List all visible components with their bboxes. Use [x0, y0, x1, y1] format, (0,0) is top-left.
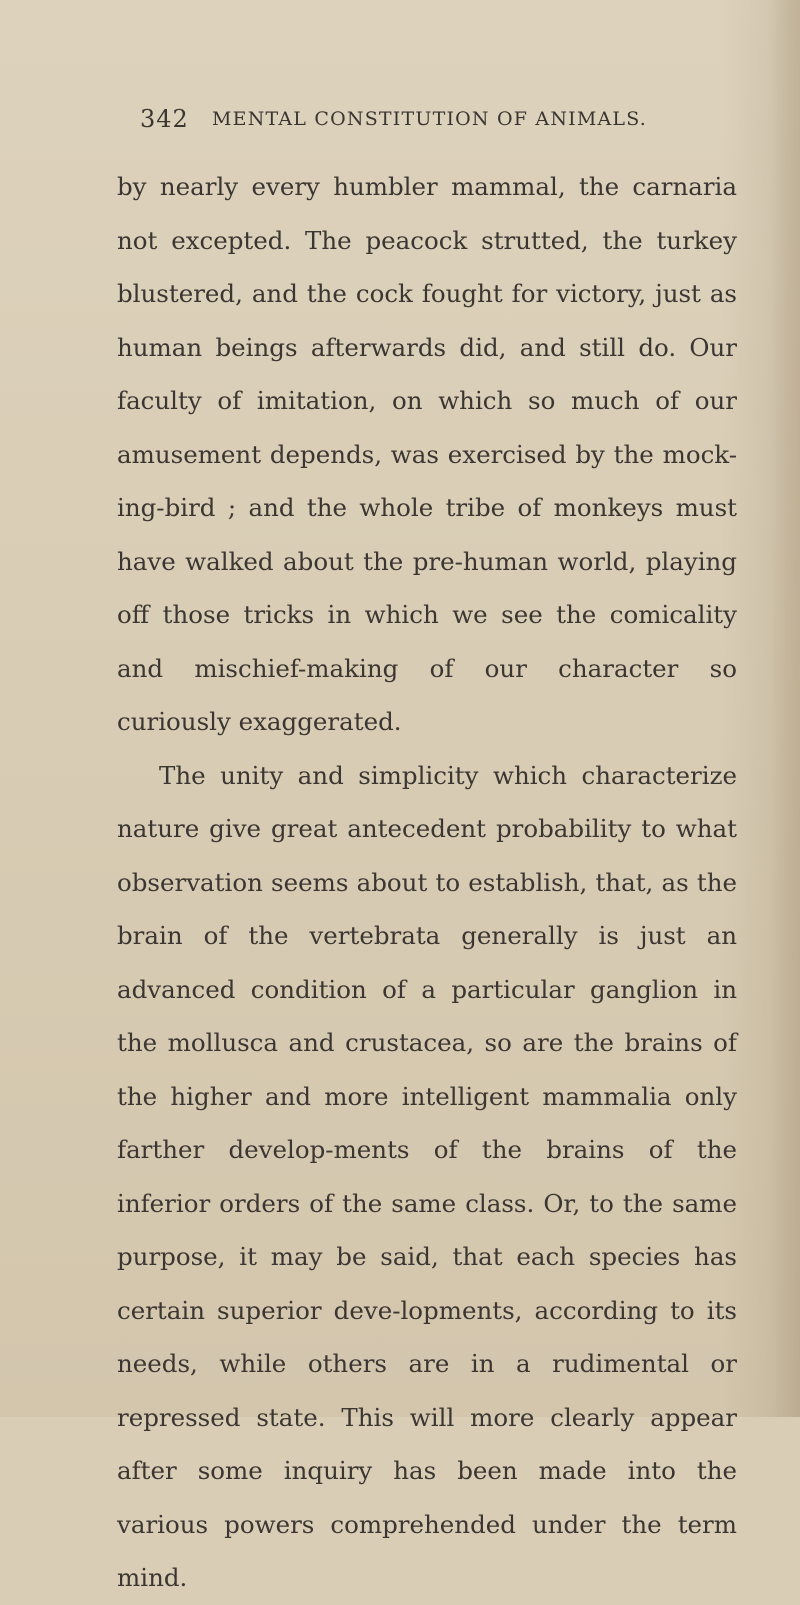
running-head: [140, 105, 680, 139]
page-edge-shadow: [770, 0, 800, 1417]
paragraph: The unity and simplicity which characterize nature give great antecedent probability to what observation seems about to establish, that, as the brain of the vertebrata generally is just an advanced condition of a particular ganglion in the mollusca and crustacea, so are the brains of the higher and more intelligent mammalia only farther develop-ments of the brains of the inferior orders of the same class. Or, to the same purpose, it may be said, that each species has certain superior deve-lopments, according to its needs, while others are in a rudimental or repressed state. This will more clearly appear after some inquiry has been made into the various powers comprehended under the term mind.: [117, 760, 737, 1592]
paragraph-continued: by nearly every humbler mammal, the carnaria not excepted. The peacock strutted, the turkey blustered, and the cock fought for victory, just as human beings afterwards did, and still do. Our faculty of imitation, on which so much of our amusement depends, was exercised by the mock-ing-bird ; and the whole tribe of monkeys must have walked about the pre-human world, playing off those tricks in which we see the comicality and mischief-making of our character so curiously exaggerated.: [117, 172, 737, 736]
body-text: [117, 160, 737, 1605]
page-number: 342: [140, 105, 189, 133]
running-title: MENTAL CONSTITUTION OF ANIMALS.: [212, 108, 648, 130]
